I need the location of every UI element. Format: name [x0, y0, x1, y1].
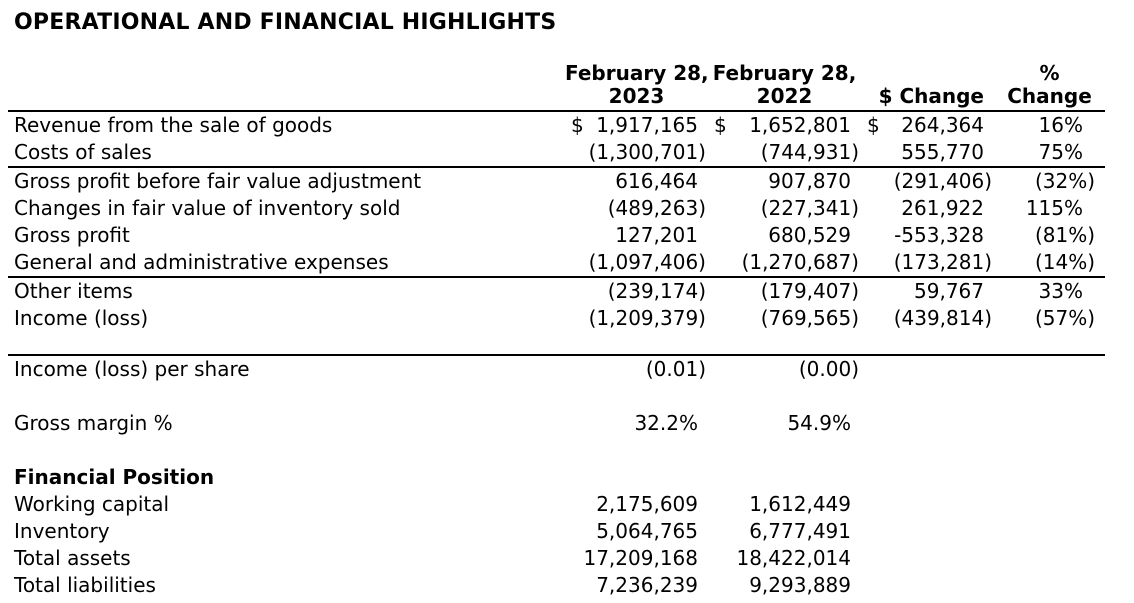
cell-feb-2023 — [565, 195, 708, 222]
cell-feb-2023 — [565, 355, 708, 383]
cell-percent-change — [994, 222, 1105, 249]
cell-value: (291,406) — [893, 169, 992, 193]
cell-value: (239,174) — [607, 279, 706, 303]
cell-percent-change — [994, 518, 1105, 545]
cell-percent-change — [994, 139, 1105, 167]
col-header-dollar-change: $ Change — [861, 58, 994, 111]
cell-value: (0.00) — [798, 357, 859, 381]
row-label: Costs of sales — [8, 139, 565, 167]
cell-percent-change — [994, 195, 1105, 222]
col-header-empty — [8, 58, 565, 111]
cell-dollar-change — [861, 518, 994, 545]
cell-feb-2023 — [565, 111, 708, 139]
cell-value: (1,209,379) — [588, 306, 706, 330]
row-label: Changes in fair value of inventory sold — [14, 196, 401, 220]
currency-symbol: $ — [867, 113, 880, 137]
cell-feb-2022 — [708, 355, 861, 383]
cell-value: (1,300,701) — [588, 140, 706, 164]
cell-value: 1,612,449 — [749, 492, 851, 516]
row-label: Inventory — [14, 519, 110, 543]
cell-dollar-change — [861, 572, 994, 599]
cell-percent-change — [994, 277, 1105, 305]
cell-feb-2023 — [565, 545, 708, 572]
cell-feb-2023 — [565, 222, 708, 249]
spacer-cell — [8, 437, 1105, 464]
cell-value: 680,529 — [768, 223, 851, 247]
cell-value: (1,097,406) — [588, 250, 706, 274]
col-header-feb-2022-line1: February 28, — [712, 61, 857, 85]
cell-dollar-change — [861, 410, 994, 437]
col-header-feb-2023-line1: February 28, — [565, 61, 709, 85]
currency-symbol: $ — [714, 113, 727, 137]
table-row-gross-profit-before-fv — [8, 167, 1105, 195]
cell-percent-change — [994, 572, 1105, 599]
spacer-row — [8, 383, 1105, 410]
table-row-general-admin — [8, 249, 1105, 277]
cell-value: 1,652,801 — [749, 113, 851, 137]
cell-percent-change — [994, 545, 1105, 572]
cell-value: (439,814) — [893, 306, 992, 330]
cell-value: (489,263) — [607, 196, 706, 220]
row-label: Other items — [14, 279, 133, 303]
cell-value: (81%) — [1034, 223, 1095, 247]
cell-value: 17,209,168 — [583, 546, 698, 570]
cell-feb-2022 — [708, 111, 861, 139]
spacer-cell — [8, 332, 1105, 355]
cell-value: 54.9% — [787, 411, 851, 435]
row-label: Income (loss) per share — [14, 357, 250, 381]
col-header-percent-change-line2: Change — [1007, 84, 1092, 108]
cell-value: 6,777,491 — [749, 519, 851, 543]
cell-feb-2022 — [708, 139, 861, 167]
cell-feb-2022 — [708, 545, 861, 572]
cell-value: 2,175,609 — [596, 492, 698, 516]
cell-value: 616,464 — [615, 169, 698, 193]
cell-feb-2023 — [565, 249, 708, 277]
cell-feb-2022 — [708, 572, 861, 599]
cell-dollar-change — [861, 277, 994, 305]
table-row-total-liabilities — [8, 572, 1105, 599]
row-label: Total liabilities — [14, 573, 156, 597]
header-row — [8, 58, 1105, 111]
table-row-inventory — [8, 518, 1105, 545]
col-header-feb-2022 — [708, 58, 861, 111]
cell-percent-change — [994, 491, 1105, 518]
row-label: Total assets — [14, 546, 131, 570]
currency-symbol: $ — [571, 113, 584, 137]
cell-feb-2022 — [708, 518, 861, 545]
cell-dollar-change — [861, 195, 994, 222]
table-row-gross-margin — [8, 410, 1105, 437]
cell-feb-2022 — [708, 195, 861, 222]
cell-feb-2023 — [565, 277, 708, 305]
cell-feb-2023 — [565, 139, 708, 167]
cell-value: (32%) — [1034, 169, 1095, 193]
cell-value: (769,565) — [760, 306, 859, 330]
table-row-total-assets — [8, 545, 1105, 572]
cell-dollar-change — [861, 167, 994, 195]
cell-feb-2023 — [565, 572, 708, 599]
cell-feb-2023 — [565, 410, 708, 437]
col-header-percent-change — [994, 58, 1105, 111]
table-row-revenue — [8, 111, 1105, 139]
cell-value: (57%) — [1034, 306, 1095, 330]
cell-value: (1,270,687) — [741, 250, 859, 274]
cell-value: (179,407) — [760, 279, 859, 303]
cell-value: (0.01) — [645, 357, 706, 381]
cell-value: 264,364 — [901, 113, 984, 137]
cell-percent-change — [994, 167, 1105, 195]
row-label: Revenue from the sale of goods — [14, 113, 333, 137]
cell-feb-2022 — [708, 222, 861, 249]
cell-feb-2023 — [565, 491, 708, 518]
row-label: Gross profit before fair value adjustment — [14, 169, 422, 193]
cell-value: 18,422,014 — [736, 546, 851, 570]
table-row-costs-of-sales — [8, 139, 1105, 167]
table-row-income-loss — [8, 305, 1105, 332]
row-label: Working capital — [14, 492, 170, 516]
cell-percent-change — [994, 355, 1105, 383]
cell-value: 907,870 — [768, 169, 851, 193]
table-row-other-items — [8, 277, 1105, 305]
cell-value: (744,931) — [760, 140, 859, 164]
table-row-financial-position-header — [8, 464, 1105, 491]
cell-dollar-change — [861, 491, 994, 518]
cell-value: 7,236,239 — [596, 573, 698, 597]
cell-feb-2022 — [708, 167, 861, 195]
cell-value: 75% — [1038, 140, 1083, 164]
cell-feb-2023 — [565, 518, 708, 545]
cell-percent-change — [994, 305, 1105, 332]
cell-dollar-change — [861, 545, 994, 572]
col-header-feb-2023-line2: 2023 — [608, 84, 665, 108]
cell-value: 16% — [1038, 113, 1083, 137]
cell-feb-2022 — [708, 410, 861, 437]
spacer-cell — [8, 383, 1105, 410]
cell-value: 127,201 — [615, 223, 698, 247]
cell-dollar-change — [861, 222, 994, 249]
highlights-table — [8, 58, 1105, 599]
row-label: General and administrative expenses — [8, 249, 565, 277]
cell-value: -553,328 — [894, 223, 984, 247]
col-header-feb-2023 — [565, 58, 708, 111]
cell-dollar-change — [861, 305, 994, 332]
cell-dollar-change — [861, 139, 994, 167]
cell-value: (14%) — [1034, 250, 1095, 274]
spacer-row — [8, 332, 1105, 355]
cell-value: 9,293,889 — [749, 573, 851, 597]
section-header-financial-position: Financial Position — [14, 465, 215, 489]
cell-dollar-change — [861, 111, 994, 139]
cell-value: 59,767 — [914, 279, 984, 303]
spacer-row — [8, 437, 1105, 464]
col-header-feb-2022-line2: 2022 — [756, 84, 813, 108]
cell-percent-change — [994, 410, 1105, 437]
cell-feb-2022 — [708, 305, 861, 332]
cell-feb-2023 — [565, 167, 708, 195]
table-row-changes-fair-value — [8, 195, 1105, 222]
table-row-gross-profit — [8, 222, 1105, 249]
cell-feb-2022 — [708, 491, 861, 518]
cell-percent-change — [994, 249, 1105, 277]
row-label: Gross margin % — [14, 411, 173, 435]
cell-feb-2023 — [565, 305, 708, 332]
cell-value: 115% — [1025, 196, 1083, 220]
cell-feb-2022 — [708, 249, 861, 277]
cell-percent-change — [994, 111, 1105, 139]
cell-value: 1,917,165 — [596, 113, 698, 137]
col-header-percent-change-line1: % — [1039, 61, 1060, 85]
row-label: Income (loss) — [14, 306, 149, 330]
page-title: OPERATIONAL AND FINANCIAL HIGHLIGHTS — [14, 10, 557, 35]
cell-value: (173,281) — [893, 250, 992, 274]
cell-value: 555,770 — [901, 140, 984, 164]
cell-dollar-change — [861, 355, 994, 383]
cell-value: (227,341) — [760, 196, 859, 220]
cell-value: 33% — [1038, 279, 1083, 303]
table-row-income-loss-per-share — [8, 355, 1105, 383]
cell-value: 5,064,765 — [596, 519, 698, 543]
cell-feb-2022 — [708, 277, 861, 305]
table-row-working-capital — [8, 491, 1105, 518]
cell-dollar-change — [861, 249, 994, 277]
cell-value: 261,922 — [901, 196, 984, 220]
cell-value: 32.2% — [634, 411, 698, 435]
row-label: Gross profit — [14, 223, 130, 247]
